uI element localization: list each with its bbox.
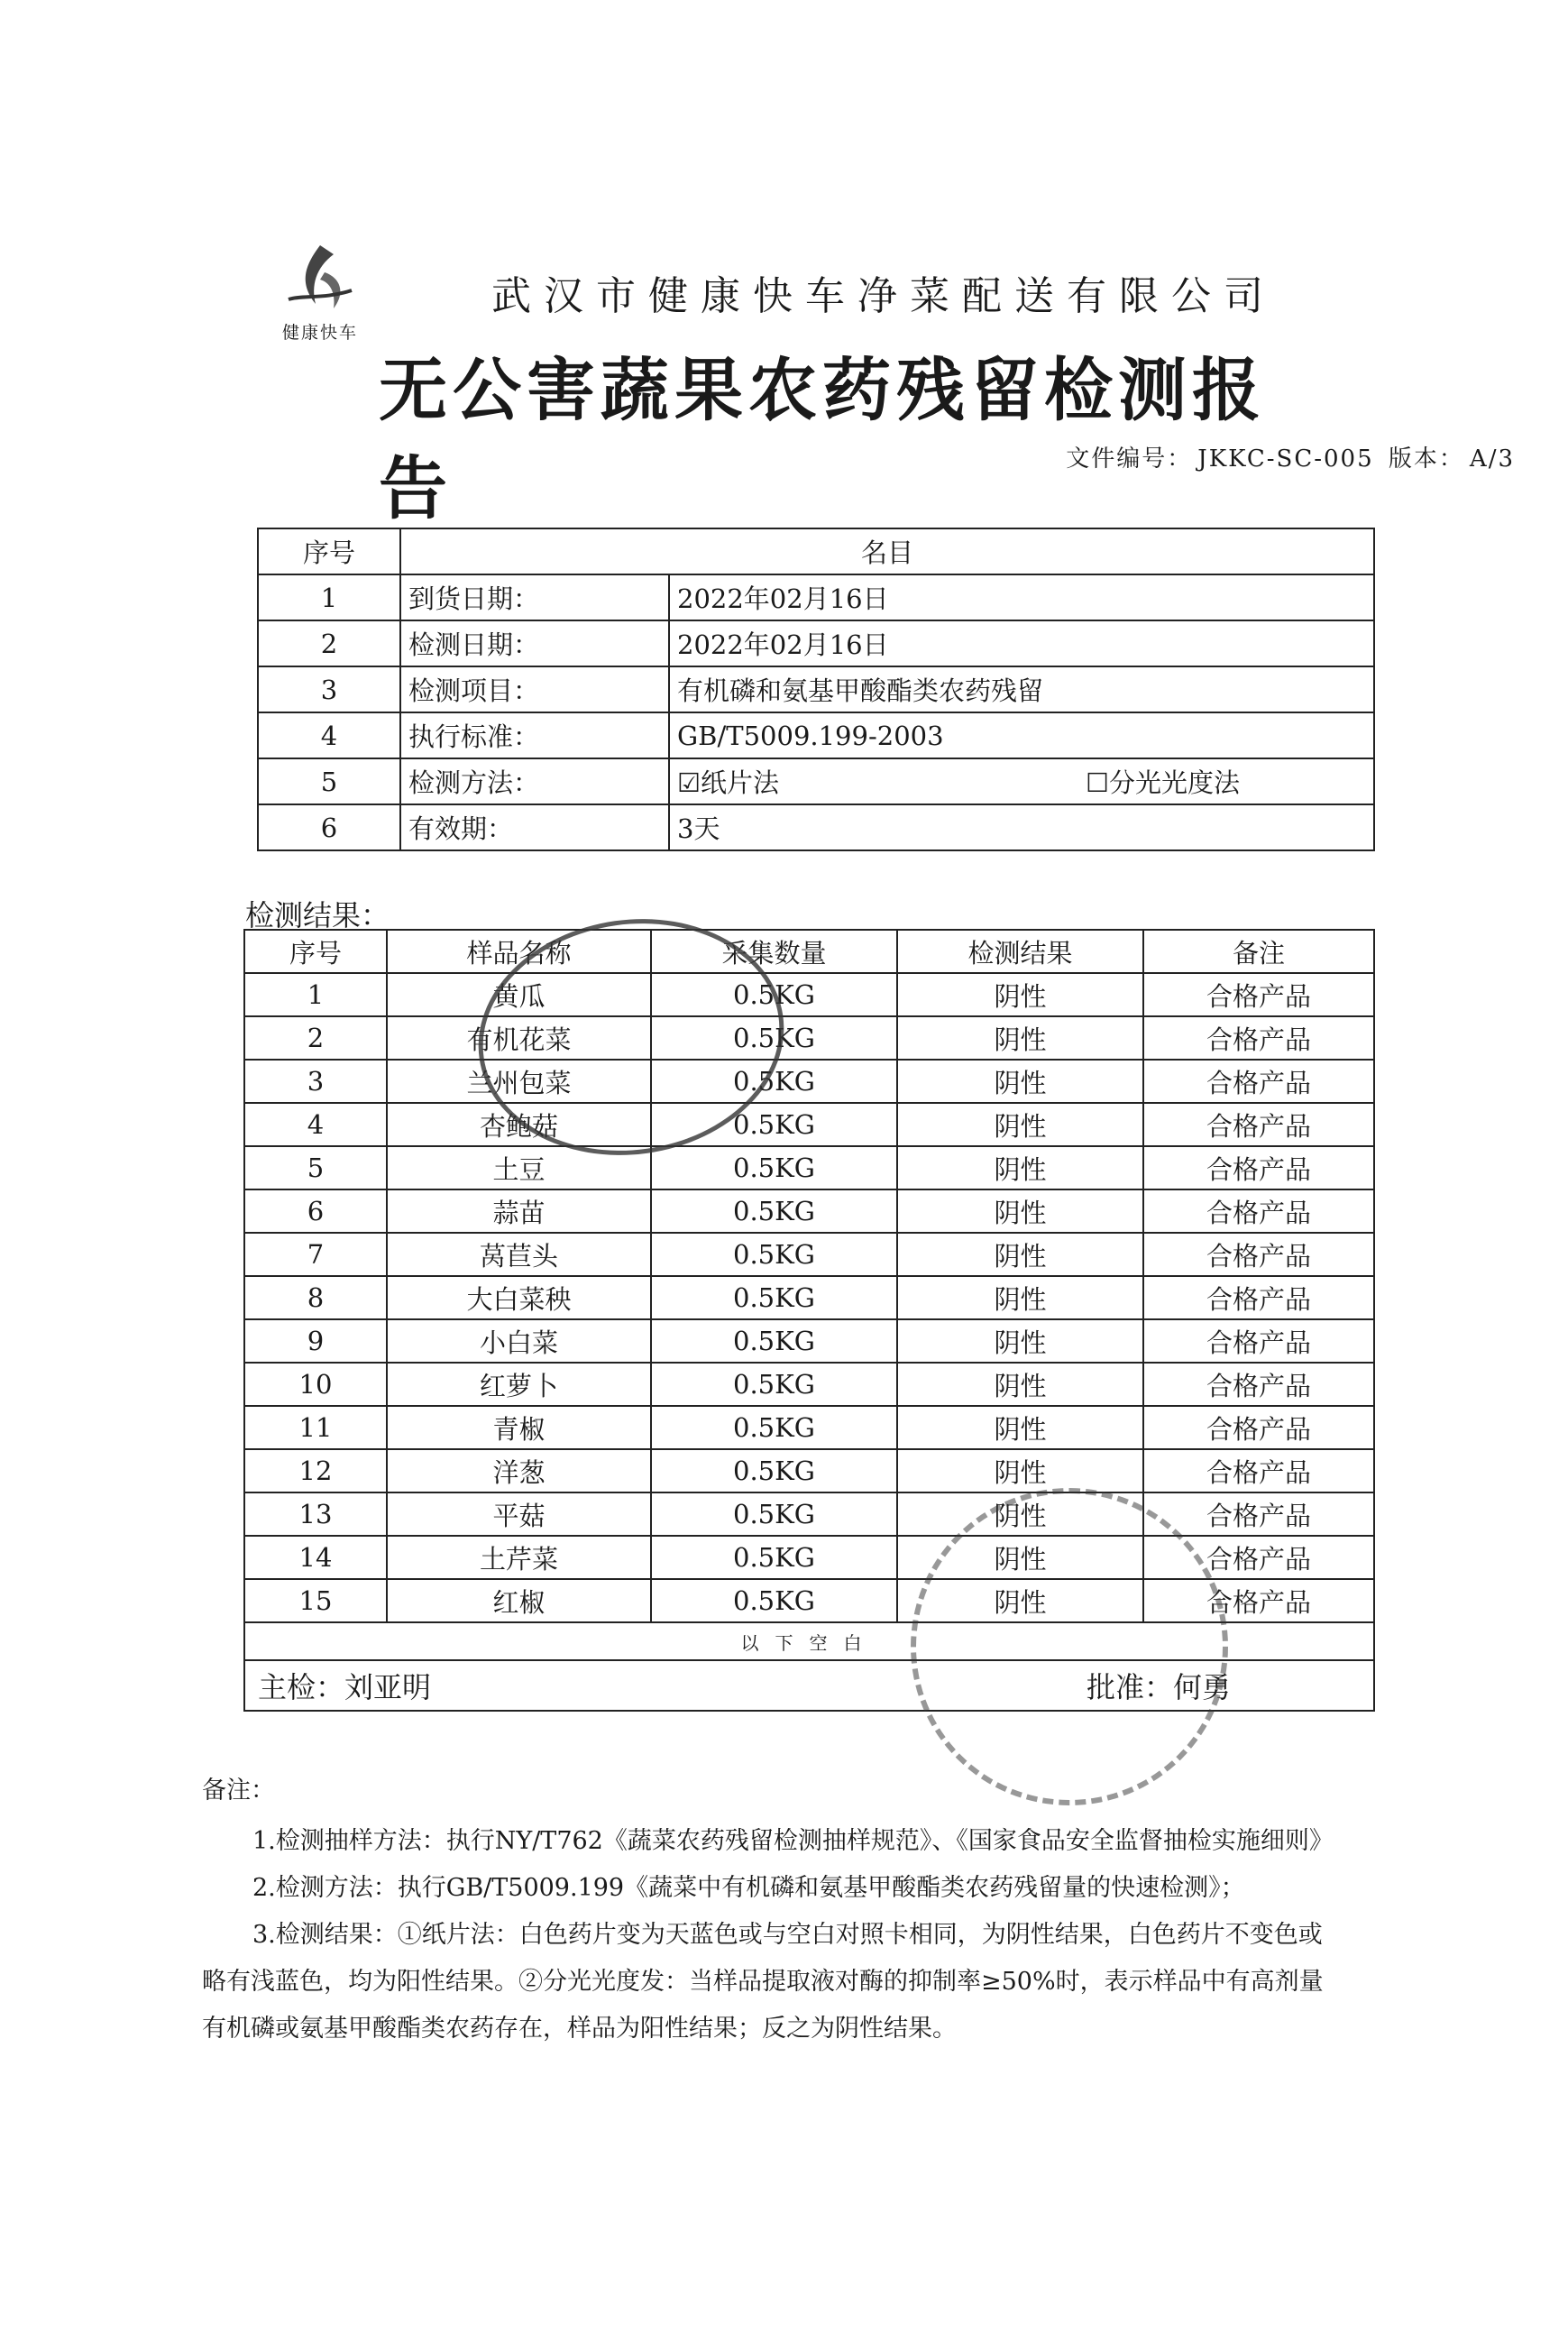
row-index: 1 [244,973,387,1016]
row-result: 阴性 [897,1103,1143,1146]
row-sample-name: 有机花菜 [387,1016,651,1060]
row-result: 阴性 [897,1060,1143,1103]
info-value: 有机磷和氨基甲酸酯类农药残留 [669,666,1374,712]
table-row [244,1449,1374,1492]
info-index: 3 [258,666,400,712]
row-index: 2 [244,1016,387,1060]
row-result: 阴性 [897,1406,1143,1449]
row-sample-name: 莴苣头 [387,1233,651,1276]
info-label: 有效期： [400,804,669,850]
info-index: 2 [258,620,400,666]
notes-section [202,1768,1446,2053]
row-sample-name: 平菇 [387,1492,651,1536]
row-quantity: 0.5KG [651,1536,897,1579]
info-col-index: 序号 [258,528,400,574]
row-sample-name: 红萝卜 [387,1363,651,1406]
row-sample-name: 土芹菜 [387,1536,651,1579]
row-quantity: 0.5KG [651,1146,897,1189]
info-value: 2022年02月16日 [669,620,1374,666]
row-index: 14 [244,1536,387,1579]
row-sample-name: 杏鲍菇 [387,1103,651,1146]
row-result: 阴性 [897,1233,1143,1276]
info-row [258,620,1374,666]
table-row [244,1189,1374,1233]
document-number [938,440,1515,473]
row-quantity: 0.5KG [651,1449,897,1492]
row-quantity: 0.5KG [651,1276,897,1319]
row-quantity: 0.5KG [651,1060,897,1103]
row-index: 15 [244,1579,387,1622]
info-row [258,758,1374,804]
row-sample-name: 小白菜 [387,1319,651,1363]
blank-text: 以下空白 [244,1622,1374,1660]
row-sample-name: 红椒 [387,1579,651,1622]
testing-center-seal-stamp [911,1488,1228,1805]
results-body [244,973,1374,1622]
row-sample-name: 黄瓜 [387,973,651,1016]
results-section-label: 检测结果： [245,898,390,932]
col-quantity: 采集数量 [651,930,897,973]
row-note: 合格产品 [1143,1449,1374,1492]
row-note: 合格产品 [1143,1406,1374,1449]
row-index: 13 [244,1492,387,1536]
row-note: 合格产品 [1143,1016,1374,1060]
inspector-signature: 主检：刘亚明 [258,1670,432,1704]
row-index: 7 [244,1233,387,1276]
doc-number-value: JKKC-SC-005 [1197,445,1374,473]
table-row [244,1016,1374,1060]
info-value: 3天 [669,804,1374,850]
table-row [244,1103,1374,1146]
row-index: 4 [244,1103,387,1146]
results-header-row [244,930,1374,973]
row-quantity: 0.5KG [651,1233,897,1276]
row-note: 合格产品 [1143,1233,1374,1276]
row-quantity: 0.5KG [651,1406,897,1449]
row-note: 合格产品 [1143,1492,1374,1536]
row-sample-name: 大白菜秧 [387,1276,651,1319]
info-label: 到货日期： [400,574,669,620]
method-spectro-checkbox: ☐分光光度法 [1086,767,1240,798]
row-result: 阴性 [897,1146,1143,1189]
info-value: 2022年02月16日 [669,574,1374,620]
table-row [244,1233,1374,1276]
col-sample-name: 样品名称 [387,930,651,973]
row-quantity: 0.5KG [651,1363,897,1406]
approver-signature: 批准：何勇 [1086,1670,1231,1704]
row-index: 12 [244,1449,387,1492]
col-result: 检测结果 [897,930,1143,973]
row-quantity: 0.5KG [651,1103,897,1146]
table-row [244,1363,1374,1406]
info-label: 执行标准： [400,712,669,758]
row-note: 合格产品 [1143,1363,1374,1406]
row-index: 9 [244,1319,387,1363]
row-result: 阴性 [897,1189,1143,1233]
row-result: 阴性 [897,1276,1143,1319]
logo-text: 健康快车 [281,323,358,343]
row-note: 合格产品 [1143,1319,1374,1363]
row-sample-name: 兰州包菜 [387,1060,651,1103]
row-index: 11 [244,1406,387,1449]
table-row [244,1060,1374,1103]
row-result: 阴性 [897,1449,1143,1492]
info-row [258,574,1374,620]
row-result: 阴性 [897,1536,1143,1579]
row-quantity: 0.5KG [651,973,897,1016]
notes-heading: 备注： [202,1777,275,1805]
info-label: 检测方法： [400,758,669,804]
row-index: 3 [244,1060,387,1103]
row-result: 阴性 [897,1319,1143,1363]
row-quantity: 0.5KG [651,1319,897,1363]
row-note: 合格产品 [1143,1579,1374,1622]
info-col-name: 名目 [400,528,1374,574]
col-note: 备注 [1143,930,1374,973]
table-row [244,1406,1374,1449]
note-line-3: 3.检测结果：①纸片法：白色药片变为天蓝色或与空白对照卡相同，为阴性结果，白色药片不变色或 [252,1921,1323,1949]
row-sample-name: 洋葱 [387,1449,651,1492]
leaf-logo-icon [271,236,370,317]
method-paper-checkbox: ☑纸片法 [677,767,779,798]
note-line-3-cont: 略有浅蓝色，均为阳性结果。②分光光度发：当样品提取液对酶的抑制率≥50%时，表示样品中有高剂量 [202,1968,1324,1996]
info-label: 检测日期： [400,620,669,666]
table-row [244,1146,1374,1189]
row-note: 合格产品 [1143,1146,1374,1189]
row-result: 阴性 [897,1492,1143,1536]
row-index: 6 [244,1189,387,1233]
row-quantity: 0.5KG [651,1016,897,1060]
row-result: 阴性 [897,1579,1143,1622]
row-note: 合格产品 [1143,1060,1374,1103]
row-result: 阴性 [897,973,1143,1016]
info-index: 4 [258,712,400,758]
row-note: 合格产品 [1143,973,1374,1016]
table-row [244,973,1374,1016]
row-quantity: 0.5KG [651,1492,897,1536]
table-row [244,1319,1374,1363]
info-index: 1 [258,574,400,620]
row-sample-name: 蒜苗 [387,1189,651,1233]
row-index: 5 [244,1146,387,1189]
row-note: 合格产品 [1143,1536,1374,1579]
row-result: 阴性 [897,1363,1143,1406]
row-note: 合格产品 [1143,1103,1374,1146]
doc-number-label: 文件编号： [1066,445,1193,473]
col-index: 序号 [244,930,387,973]
row-quantity: 0.5KG [651,1189,897,1233]
table-row [244,1276,1374,1319]
row-note: 合格产品 [1143,1189,1374,1233]
row-sample-name: 土豆 [387,1146,651,1189]
version-label: 版本： [1388,445,1464,473]
company-logo [271,236,370,344]
report-title: 无公害蔬果农药残留检测报告 [379,350,1266,528]
row-quantity: 0.5KG [651,1579,897,1622]
info-row [258,666,1374,712]
info-label: 检测项目： [400,666,669,712]
row-note: 合格产品 [1143,1276,1374,1319]
table-row [244,1492,1374,1536]
note-line-1: 1.检测抽样方法：执行NY/T762《蔬菜农药残留检测抽样规范》、《国家食品安全监督抽检实施细则》 [252,1827,1334,1855]
row-index: 10 [244,1363,387,1406]
info-row [258,804,1374,850]
info-table [257,528,1375,851]
row-result: 阴性 [897,1016,1143,1060]
version-value: A/3 [1469,445,1515,473]
info-row [258,712,1374,758]
row-index: 8 [244,1276,387,1319]
info-header-row [258,528,1374,574]
info-value: GB/T5009.199-2003 [669,712,1374,758]
row-sample-name: 青椒 [387,1406,651,1449]
note-line-3-end: 有机磷或氨基甲酸酯类农药存在，样品为阳性结果；反之为阴性结果。 [202,2015,957,2043]
info-index: 5 [258,758,400,804]
info-index: 6 [258,804,400,850]
company-name: 武汉市健康快车净菜配送有限公司 [491,273,1276,319]
note-line-2: 2.检测方法：执行GB/T5009.199《蔬菜中有机磷和氨基甲酸酯类农药残留量的快速检测》； [252,1874,1245,1902]
